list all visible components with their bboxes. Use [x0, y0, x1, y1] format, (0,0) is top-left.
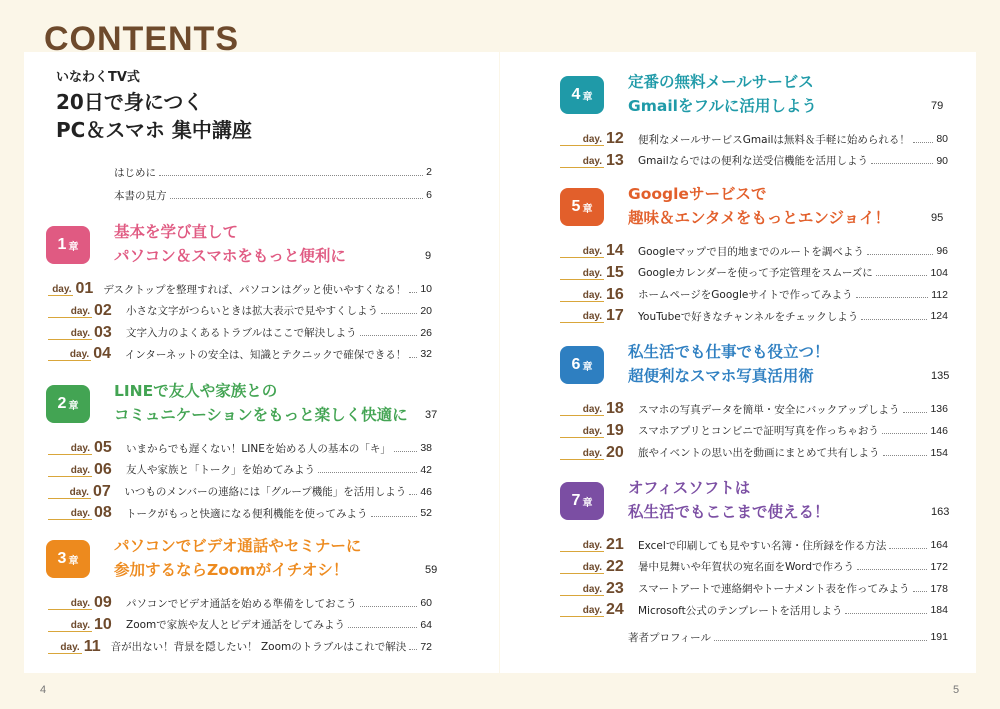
- toc-row-title: 友人や家族と「トーク」を始めてみよう: [126, 464, 315, 477]
- toc-row-title: 本書の見方: [114, 189, 167, 202]
- chapter-suffix: 章: [582, 361, 593, 373]
- toc-row-title: 著者プロフィール: [628, 631, 711, 644]
- book-title-line2: PC＆スマホ 集中講座: [56, 118, 252, 142]
- toc-row-day[interactable]: [48, 504, 432, 522]
- toc-row-page: 6: [426, 189, 432, 201]
- toc-row-page: 60: [420, 597, 432, 609]
- toc-row-page: 191: [930, 631, 948, 643]
- toc-row-day[interactable]: [560, 264, 948, 282]
- page-number-left: 4: [40, 684, 47, 696]
- day-number: 16: [606, 285, 624, 303]
- day-label: day.: [48, 508, 92, 520]
- toc-row-page: 184: [930, 604, 948, 617]
- chapter-badge: [560, 76, 604, 114]
- chapter-title-line2: Gmailをフルに活用しよう: [628, 97, 817, 115]
- toc-row-title: Gmailならではの便利な送受信機能を活用しよう: [638, 155, 869, 168]
- toc-row-day[interactable]: [560, 286, 948, 304]
- dot-leader: [170, 198, 424, 199]
- chapter-title[interactable]: [114, 379, 408, 427]
- day-number: 02: [94, 301, 112, 319]
- dot-leader: [903, 412, 928, 413]
- chapter-badge: [560, 346, 604, 384]
- chapter-number: 5: [571, 198, 581, 215]
- chapter-title[interactable]: [628, 340, 830, 388]
- chapter-title-line2: 私生活でもここまで使える！: [628, 503, 830, 521]
- toc-row-page: 90: [936, 154, 948, 167]
- toc-row-day[interactable]: [560, 558, 948, 576]
- toc-row-day[interactable]: [560, 130, 948, 148]
- dot-leader: [360, 335, 418, 336]
- book-subtitle: いなわくTV式: [56, 70, 140, 85]
- day-label: day.: [560, 584, 604, 596]
- toc-row-title: YouTubeで好きなチャンネルをチェックしよう: [638, 310, 859, 323]
- toc-row-page: 52: [420, 507, 432, 520]
- toc-row-page: 38: [420, 442, 432, 454]
- chapter-title-line1: 定番の無料メールサービス: [628, 73, 814, 91]
- day-label: day.: [48, 642, 82, 654]
- day-number: 15: [606, 263, 624, 281]
- chapter-title[interactable]: [628, 476, 830, 524]
- toc-row-title: Microsoft公式のテンプレートを活用しよう: [638, 604, 843, 617]
- book-title-line1: 20日で身につく: [56, 90, 204, 114]
- page-number-right: 5: [953, 684, 960, 696]
- day-number: 04: [93, 345, 111, 363]
- dot-leader: [856, 297, 929, 298]
- dot-leader: [409, 357, 417, 358]
- chapter-suffix: 章: [68, 555, 79, 567]
- toc-row-title: 音が出ない！背景を隠したい！ Zoomのトラブルはこれで解決: [110, 641, 407, 654]
- contents-heading: CONTENTS: [44, 20, 239, 58]
- dot-leader: [318, 472, 417, 473]
- chapter-title[interactable]: [628, 182, 890, 230]
- dot-leader: [348, 627, 417, 628]
- chapter-title-line2: 超便利なスマホ写真活用術: [628, 367, 814, 385]
- day-label: day.: [48, 328, 92, 340]
- day-number: 18: [606, 400, 624, 417]
- toc-row-page: 20: [420, 304, 432, 317]
- day-label: day.: [48, 349, 91, 361]
- chapter-title-line1: LINEで友人や家族との: [114, 382, 278, 400]
- day-number: 03: [94, 323, 112, 341]
- toc-row-how-to-read[interactable]: [114, 186, 432, 204]
- chapter-title-line1: 基本を学び直して: [114, 223, 239, 241]
- toc-row-title: デスクトップを整理すれば、パソコンはグッと使いやすくなる！: [103, 283, 407, 296]
- day-number: 09: [94, 594, 112, 611]
- dot-leader: [871, 163, 933, 164]
- dot-leader: [867, 254, 933, 255]
- dot-leader: [882, 433, 928, 434]
- toc-row-page: 42: [420, 463, 432, 476]
- chapter-title[interactable]: [114, 220, 346, 268]
- toc-row-day[interactable]: [48, 324, 432, 342]
- day-number: 22: [606, 557, 624, 575]
- toc-row-title: Zoomで家族や友人とビデオ通話をしてみよう: [126, 619, 346, 632]
- toc-row-day[interactable]: [560, 242, 948, 260]
- dot-leader: [857, 569, 927, 570]
- toc-row-title: Googleマップで目的地までのルートを調べよう: [638, 245, 864, 258]
- chapter-badge: [560, 482, 604, 520]
- chapter-number: 1: [57, 236, 67, 253]
- dot-leader: [371, 516, 418, 517]
- day-number: 13: [606, 151, 624, 169]
- toc-row-title: インターネットの安全は、知識とテクニックで確保できる！: [124, 348, 407, 361]
- toc-row-day[interactable]: [560, 307, 948, 325]
- dot-leader: [409, 649, 417, 650]
- chapter-suffix: 章: [582, 91, 593, 103]
- chapter-title-line1: 私生活でも仕事でも役立つ！: [628, 343, 830, 361]
- toc-row-day[interactable]: [560, 444, 948, 462]
- day-number: 23: [606, 579, 624, 597]
- toc-row-day[interactable]: [48, 594, 432, 612]
- toc-row-day[interactable]: [560, 601, 948, 619]
- chapter-number: 3: [57, 550, 67, 567]
- toc-row-page: 124: [930, 310, 948, 323]
- chapter-title-line1: Googleサービスで: [628, 185, 767, 203]
- dot-leader: [409, 292, 417, 293]
- toc-row-day[interactable]: [48, 461, 432, 479]
- dot-leader: [845, 613, 927, 614]
- toc-row-page: 104: [930, 266, 948, 279]
- toc-row-title: Excelで印刷しても見やすい名簿・住所録を作る方法: [638, 539, 887, 552]
- toc-row-day[interactable]: [48, 345, 432, 363]
- chapter-page: 79: [931, 100, 944, 112]
- toc-row-title: スマホアプリとコンビニで証明写真を作っちゃおう: [638, 425, 879, 438]
- chapter-suffix: 章: [582, 203, 593, 215]
- day-number: 05: [94, 439, 112, 456]
- toc-row-day[interactable]: [560, 152, 948, 170]
- day-number: 12: [606, 130, 624, 147]
- day-label: day.: [560, 290, 604, 302]
- toc-row-title: いまからでも遅くない！LINEを始める人の基本の「キ」: [126, 442, 391, 455]
- chapter-title-line2: 参加するならZoomがイチオシ！: [114, 561, 349, 579]
- day-number: 08: [94, 504, 112, 522]
- dot-leader: [409, 494, 417, 495]
- toc-row-day[interactable]: [48, 439, 432, 457]
- toc-row-title: 便利なメールサービスGmailは無料＆手軽に始められる！: [638, 133, 910, 146]
- chapter-title[interactable]: [114, 534, 361, 582]
- day-number: 20: [606, 443, 624, 461]
- chapter-title-line2: パソコン＆スマホをもっと便利に: [114, 247, 346, 265]
- dot-leader: [876, 275, 928, 276]
- day-number: 19: [606, 421, 624, 439]
- chapter-page: 135: [931, 370, 950, 382]
- chapter-suffix: 章: [68, 400, 79, 412]
- toc-row-title: はじめに: [114, 166, 156, 179]
- day-number: 06: [94, 460, 112, 478]
- day-number: 21: [606, 536, 624, 553]
- day-number: 17: [606, 307, 624, 325]
- toc-row-page: 72: [420, 640, 432, 653]
- toc-row-day[interactable]: [560, 536, 948, 554]
- dot-leader: [394, 451, 417, 452]
- toc-row-page: 80: [936, 133, 948, 145]
- toc-row-page: 2: [426, 166, 432, 178]
- dot-leader: [360, 606, 418, 607]
- day-label: day.: [560, 540, 604, 552]
- toc-row-page: 154: [930, 446, 948, 459]
- toc-row-title: パソコンでビデオ通話を始める準備をしておこう: [126, 597, 357, 610]
- toc-row-page: 112: [931, 288, 948, 301]
- toc-row-title: 文字入力のよくあるトラブルはここで解決しよう: [126, 327, 357, 340]
- toc-row-title: 小さな文字がつらいときは拡大表示で見やすくしよう: [126, 305, 378, 318]
- chapter-suffix: 章: [582, 497, 593, 509]
- toc-row-page: 46: [420, 485, 432, 498]
- dot-leader: [913, 591, 928, 592]
- dot-leader: [889, 548, 927, 549]
- chapter-number: 2: [57, 395, 67, 412]
- toc-row-title: Googleカレンダーを使って予定管理をスムーズに: [638, 267, 873, 280]
- toc-row-title: ホームページをGoogleサイトで作ってみよう: [638, 289, 853, 302]
- chapter-page: 163: [931, 506, 950, 518]
- toc-row-title: スマートアートで連絡網やトーナメント表を作ってみよう: [638, 583, 910, 596]
- chapter-badge: [46, 540, 90, 578]
- toc-row-page: 164: [930, 539, 948, 551]
- toc-row-title: トークがもっと快適になる便利機能を使ってみよう: [126, 507, 368, 520]
- chapter-title[interactable]: [628, 70, 817, 118]
- day-number: 01: [75, 280, 94, 297]
- chapter-number: 7: [571, 492, 581, 509]
- chapter-title-line2: 趣味＆エンタメをもっとエンジョイ！: [628, 209, 891, 227]
- toc-row-page: 172: [930, 560, 948, 573]
- dot-leader: [883, 455, 928, 456]
- toc-row-page: 146: [930, 424, 948, 437]
- day-label: day.: [48, 598, 92, 610]
- day-label: day.: [560, 268, 604, 280]
- toc-row-page: 178: [930, 582, 948, 595]
- chapter-title-line1: オフィスソフトは: [628, 479, 751, 497]
- day-label: day.: [48, 620, 92, 632]
- day-label: day.: [560, 246, 604, 258]
- toc-row-day[interactable]: [48, 638, 432, 656]
- day-label: day.: [560, 134, 604, 146]
- day-label: day.: [560, 311, 604, 323]
- toc-row-page: 64: [420, 618, 432, 631]
- chapter-title-line1: パソコンでビデオ通話やセミナーに: [114, 537, 362, 555]
- chapter-page: 95: [931, 212, 944, 224]
- day-label: day.: [560, 426, 604, 438]
- chapter-title-line2: コミュニケーションをもっと楽しく快適に: [114, 406, 408, 424]
- toc-row-day[interactable]: [560, 422, 948, 440]
- dot-leader: [381, 313, 417, 314]
- toc-row-day[interactable]: [560, 580, 948, 598]
- day-number: 14: [606, 242, 624, 259]
- toc-row-day[interactable]: [48, 302, 432, 320]
- toc-row-day[interactable]: [560, 400, 948, 418]
- toc-row-page: 96: [936, 245, 948, 257]
- chapter-badge: [560, 188, 604, 226]
- toc-row-day[interactable]: [48, 483, 432, 501]
- toc-row-title: 旅やイベントの思い出を動画にまとめて共有しよう: [638, 447, 880, 460]
- chapter-number: 4: [571, 86, 581, 103]
- day-number: 11: [83, 637, 101, 655]
- toc-row-title: 暑中見舞いや年賀状の宛名面をWordで作ろう: [638, 561, 854, 574]
- day-label: day.: [560, 404, 604, 416]
- day-label: day.: [560, 562, 604, 574]
- toc-row-page: 10: [420, 283, 432, 295]
- day-label: day.: [48, 284, 73, 296]
- day-label: day.: [560, 605, 604, 617]
- toc-row-day[interactable]: [48, 280, 432, 298]
- day-label: day.: [48, 306, 92, 318]
- toc-row-intro[interactable]: [114, 163, 432, 181]
- chapter-badge: [46, 226, 90, 264]
- toc-row-title: いつものメンバーの連絡には「グループ機能」を活用しよう: [124, 486, 407, 499]
- day-number: 07: [92, 482, 111, 500]
- toc-row-author-profile[interactable]: [628, 628, 948, 646]
- day-number: 24: [606, 601, 624, 619]
- chapter-number: 6: [571, 356, 581, 373]
- chapter-badge: [46, 385, 90, 423]
- chapter-page: 59: [425, 564, 438, 576]
- chapter-page: 37: [425, 409, 438, 421]
- toc-row-page: 136: [930, 403, 948, 415]
- dot-leader: [159, 175, 423, 176]
- chapter-suffix: 章: [68, 241, 79, 253]
- day-label: day.: [48, 465, 92, 477]
- toc-row-title: スマホの写真データを簡単・安全にバックアップしよう: [638, 403, 900, 416]
- day-label: day.: [48, 487, 91, 499]
- toc-row-day[interactable]: [48, 616, 432, 634]
- day-number: 10: [94, 615, 112, 633]
- dot-leader: [913, 142, 933, 143]
- dot-leader: [714, 640, 928, 641]
- dot-leader: [861, 319, 927, 320]
- day-label: day.: [48, 443, 92, 455]
- chapter-page: 9: [425, 250, 432, 262]
- day-label: day.: [560, 448, 604, 460]
- day-label: day.: [560, 156, 604, 168]
- toc-row-page: 32: [420, 348, 432, 361]
- toc-row-page: 26: [420, 326, 432, 339]
